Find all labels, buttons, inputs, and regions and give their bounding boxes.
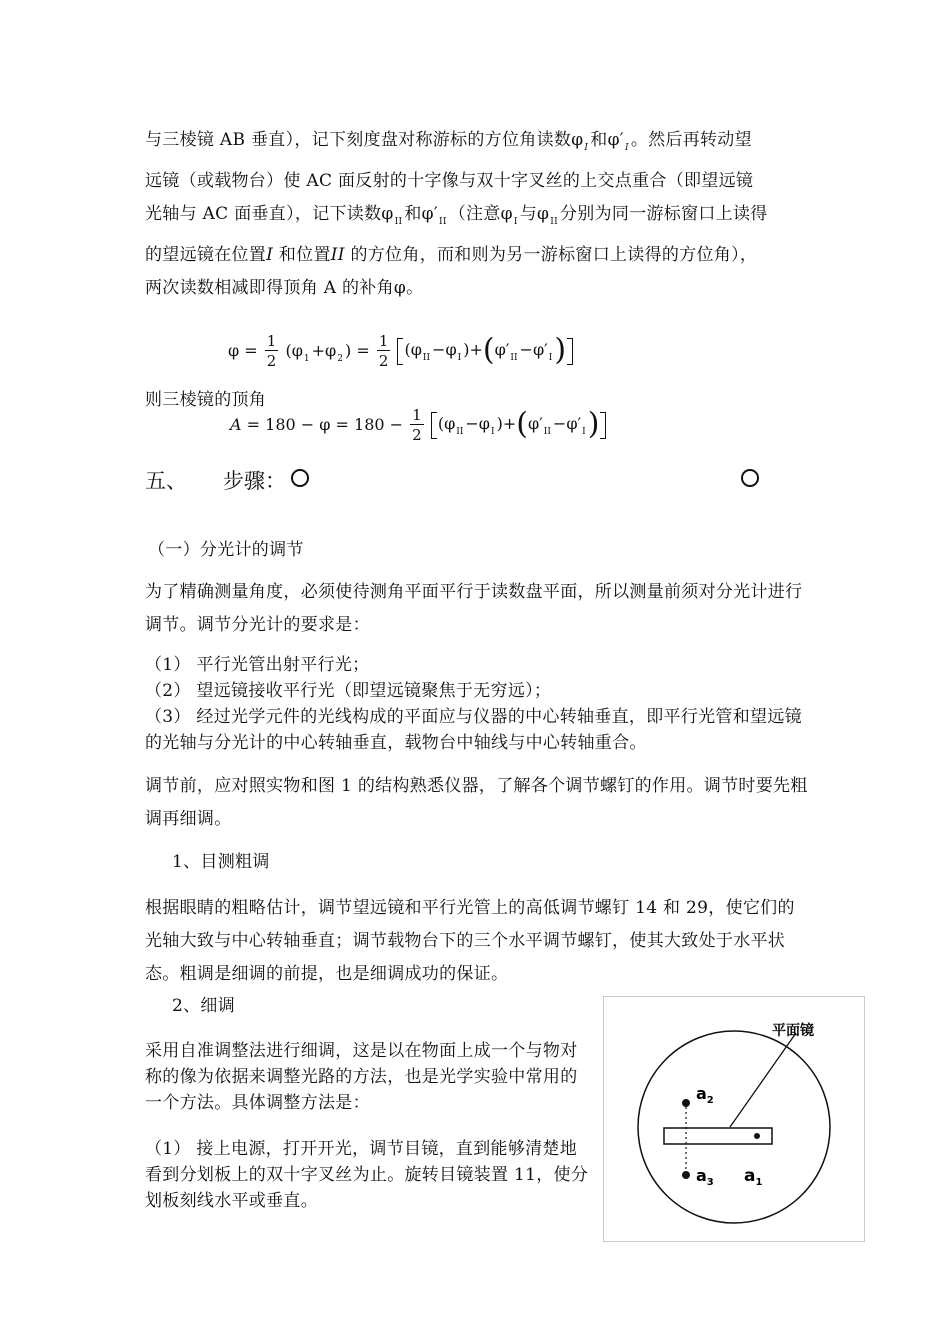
- before-adjust-paragraph: 调节前，应对照实物和图 1 的结构熟悉仪器，了解各个调节螺钉的作用。调节时要先粗调再细调。: [145, 776, 808, 829]
- paragraph-readings: [145, 124, 810, 305]
- mirror-diagram: [603, 996, 865, 1242]
- formula-vertex-angle: A = 180 − φ = 180 − $\frac{1}{2}$ ($\varphi_{II} -\varphi_I$ )$+(\varphi'_{II} -\varphi'_I)$: [230, 406, 606, 445]
- step1-paragraph: 根据眼睛的粗略估计，调节望远镜和平行光管上的高低调节螺钉 14 和 29，使它们的光轴大致与中心转轴垂直；调节载物台下的三个水平调节螺钉，使其大致处于水平状态。粗调是细调的前提，也是细调成功的保证。: [145, 898, 795, 984]
- point-a3: [682, 1171, 690, 1179]
- mirror-label: 平面镜: [772, 1023, 814, 1039]
- circle-marker-right: [741, 469, 759, 487]
- fraction-half: $\frac{1}{2}$: [266, 332, 277, 370]
- para1-line2: 远镜（或载物台）使 AC 面反射的十字像与双十字叉丝的上交点重合（即望远镜: [145, 171, 754, 191]
- formula2-bracket: ($\varphi_{II} -\varphi_I$ )$+(\varphi'_{II} -\varphi'_I)$: [431, 412, 607, 439]
- requirements-list: [145, 652, 810, 756]
- phi-symbol: φ: [571, 130, 584, 150]
- subsection-title: （一）分光计的调节: [148, 540, 304, 560]
- vertex-label: 则三棱镜的顶角: [145, 390, 267, 410]
- mirror-diagram-svg: [604, 997, 864, 1241]
- step2-paragraph: 采用自准调整法进行细调，这是以在物面上成一个与物对称的像为依据来调整光路的方法，也是光学实验中常用的一个方法。具体调整方法是：: [145, 1041, 578, 1113]
- step1-title: 1、目测粗调: [172, 852, 270, 872]
- label-a1: $a_1$: [744, 1166, 763, 1188]
- section-heading-steps: 五、 步骤：: [145, 469, 286, 493]
- para1-line5: 两次读数相减即得顶角 A 的补角φ。: [145, 278, 424, 298]
- step2-title: 2、细调: [172, 996, 236, 1016]
- step2-item1: （1） 接上电源，打开开光，调节目镜，直到能够清楚地看到分划板上的双十字叉丝为止。旋转目镜装置 11，使分划板刻线水平或垂直。: [145, 1139, 589, 1211]
- para1-line4: 的望远镜在位置I 和位置II 的方位角，而和则为另一游标窗口上读得的方位角），: [145, 245, 758, 265]
- para1-line1: 与三棱镜 AB 垂直），记下刻度盘对称游标的方位角读数$\varphi_I$ 和$\varphi'_I$ 。然后再转动望: [145, 130, 752, 153]
- circle-marker-left: [291, 469, 309, 487]
- requirement-item: （2） 望远镜接收平行光（即望远镜聚焦于无穷远）；: [145, 681, 552, 701]
- requirement-item: （3） 经过光学元件的光线构成的平面应与仪器的中心转轴垂直，即平行光管和望远镜的光轴与分光计的中心转轴垂直，载物台中轴线与中心转轴重合。: [145, 707, 802, 753]
- intro-paragraph: 为了精确测量角度，必须使待测角平面平行于读数盘平面，所以测量前须对分光计进行调节。调节分光计的要求是：: [145, 582, 803, 635]
- label-a2: $a_2$: [696, 1084, 714, 1106]
- label-a3: $a_3$: [696, 1166, 714, 1188]
- phi-prime-symbol: φ′: [607, 130, 624, 150]
- requirement-item: （1） 平行光管出射平行光；: [145, 655, 370, 675]
- point-a2: [682, 1099, 690, 1107]
- para1-line3: 光轴与 AC 面垂直），记下读数$\varphi_{II}$ 和$\varphi'_{II}$ （注意$\varphi_I$ 与$\varphi_{II}$ 分别为同一游标窗口上读得: [145, 204, 768, 227]
- formula1-bracket: ($\varphi_{II} -\varphi_I$ )$+(\varphi'_{II} -\varphi'_I)$: [397, 338, 573, 365]
- formula-supplement-angle: φ = $\frac{1}{2}$ ($\varphi_1 +\varphi_2$ ) = $\frac{1}{2}$ ($\varphi_{II} -\varphi_I$ )$+(\varphi'_{II} -\varphi'_I)$: [228, 332, 573, 371]
